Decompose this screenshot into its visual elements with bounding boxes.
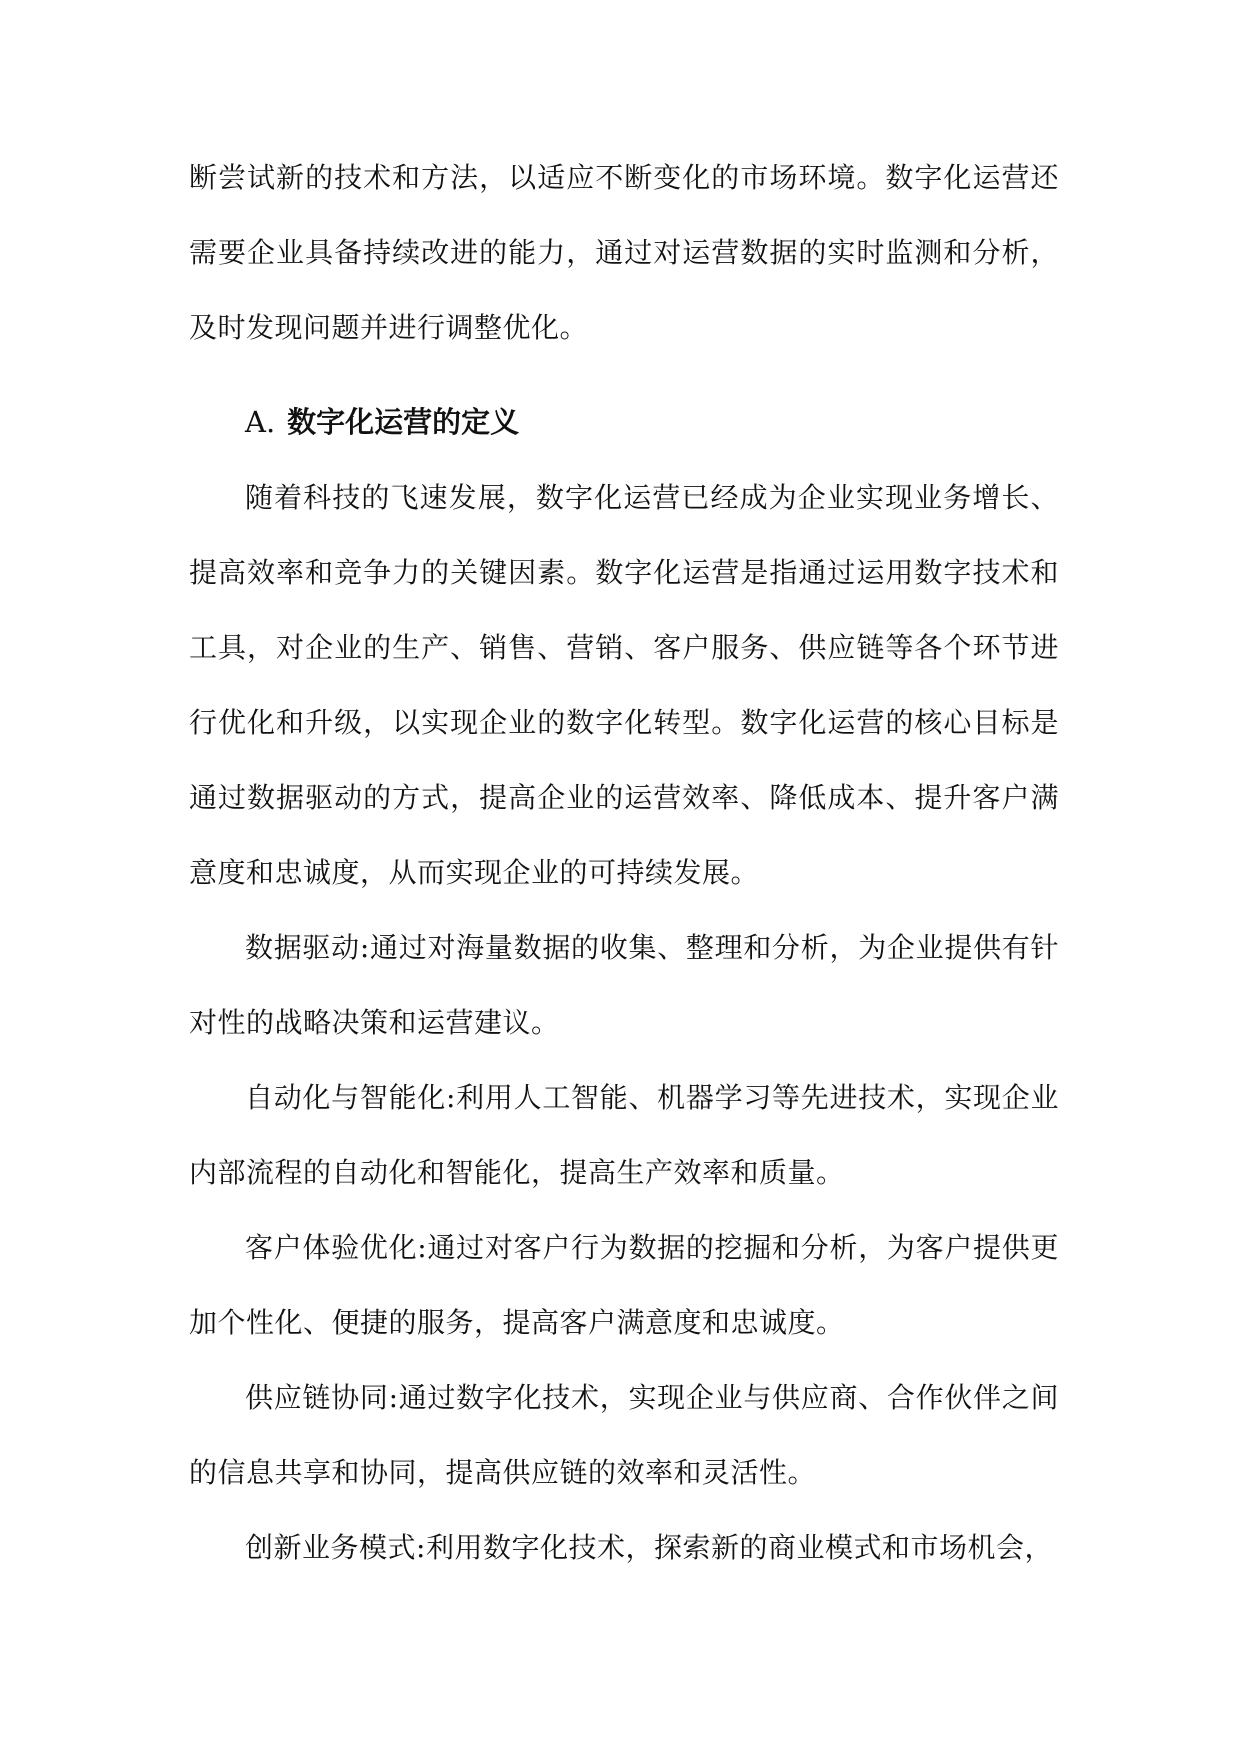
list-item	[189, 910, 1059, 1060]
list-item	[189, 1210, 1059, 1360]
item-lead: 创新业务模式:	[245, 1531, 426, 1564]
document-page	[189, 140, 1059, 1585]
item-lead: 供应链协同:	[245, 1381, 399, 1414]
item-text: 利用人工智能、机器学习等先进技术，实现企业内部流程的自动化和智能化，提高生产效率和质量。	[189, 1081, 1059, 1189]
item-lead: 数据驱动:	[245, 931, 370, 964]
intro-paragraph: 随着科技的飞速发展，数字化运营已经成为企业实现业务增长、提高效率和竞争力的关键因素。数字化运营是指通过运用数字技术和工具，对企业的生产、销售、营销、客户服务、供应链等各个环节进行优化和升级，以实现企业的数字化转型。数字化运营的核心目标是通过数据驱动的方式，提高企业的运营效率、降低成本、提升客户满意度和忠诚度，从而实现企业的可持续发展。	[189, 481, 1059, 889]
list-item	[189, 1360, 1059, 1510]
item-text: 利用数字化技术，探索新的商业模式和市场机会，	[425, 1531, 1053, 1564]
item-text: 通过对海量数据的收集、整理和分析，为企业提供有针对性的战略决策和运营建议。	[189, 931, 1059, 1039]
item-lead: 客户体验优化:	[245, 1231, 428, 1264]
list-item	[189, 1510, 1059, 1585]
continued-paragraph: 断尝试新的技术和方法，以适应不断变化的市场环境。数字化运营还需要企业具备持续改进的能力，通过对运营数据的实时监测和分析，及时发现问题并进行调整优化。	[189, 161, 1059, 344]
item-text: 通过数字化技术，实现企业与供应商、合作伙伴之间的信息共享和协同，提高供应链的效率和灵活性。	[189, 1381, 1059, 1489]
item-lead: 自动化与智能化:	[245, 1081, 456, 1114]
section-title: 数字化运营的定义	[287, 405, 520, 439]
list-item	[189, 1060, 1059, 1210]
section-heading	[189, 385, 1059, 460]
item-text: 通过对客户行为数据的挖掘和分析，为客户提供更加个性化、便捷的服务，提高客户满意度和忠诚度。	[189, 1231, 1059, 1339]
section-number: A.	[245, 405, 276, 439]
